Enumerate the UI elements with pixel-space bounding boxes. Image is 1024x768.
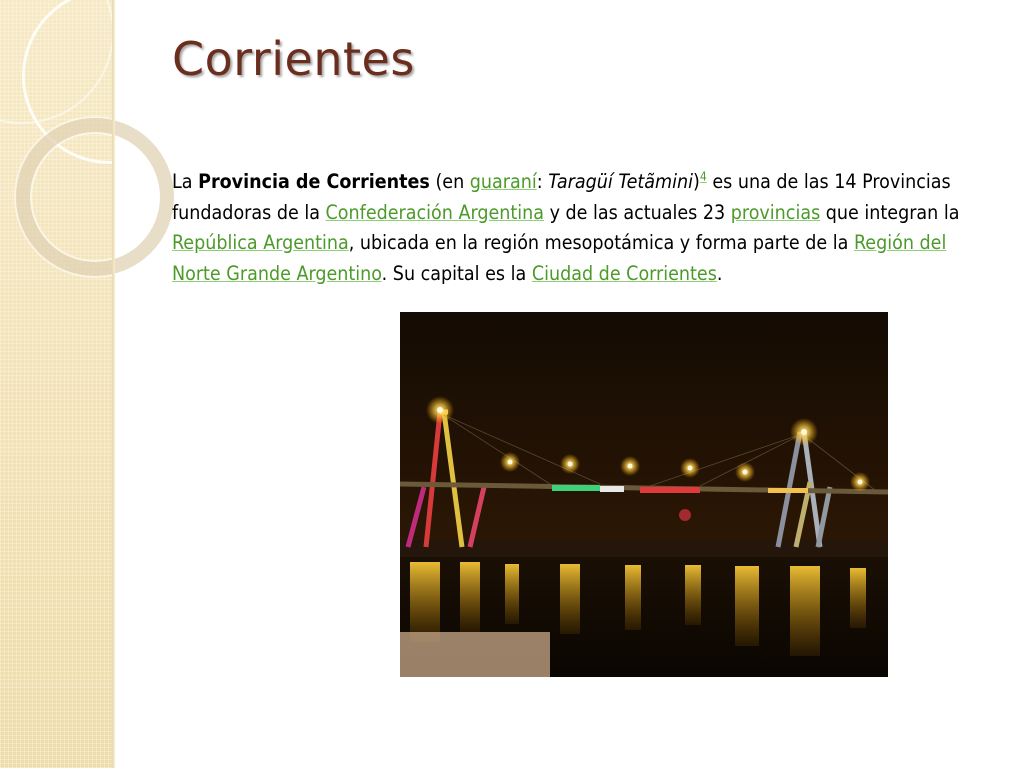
text-run: , ubicada en la región mesopotámica y forma parte de la bbox=[348, 231, 854, 254]
link-guarani[interactable]: guaraní bbox=[469, 170, 537, 193]
link-ciudad-de-corrientes[interactable]: Ciudad de Corrientes bbox=[531, 261, 717, 285]
decorative-sidebar bbox=[0, 0, 112, 768]
text-run: . Su capital es la bbox=[381, 261, 532, 285]
bridge-night-photo bbox=[400, 312, 888, 677]
decorative-ring bbox=[16, 118, 174, 276]
bold-province-name: Provincia de Corrientes bbox=[198, 170, 430, 193]
sidebar-edge bbox=[112, 0, 115, 768]
text-run: ) bbox=[693, 170, 700, 193]
text-run: . bbox=[716, 261, 723, 285]
link-republica-argentina[interactable]: República Argentina bbox=[172, 231, 349, 254]
text-run: es una de las 14 Provincias fundadoras de la bbox=[172, 170, 951, 224]
text-run: (en bbox=[429, 170, 470, 193]
link-region-norte-grande[interactable]: Región del Norte Grande Argentino bbox=[172, 231, 947, 285]
text-run: que integran la bbox=[820, 200, 960, 224]
italic-native-name: Taragüí Tetãmini bbox=[548, 170, 694, 193]
link-confederacion-argentina[interactable]: Confederación Argentina bbox=[325, 200, 544, 224]
body-paragraph bbox=[172, 167, 972, 289]
text-run: : bbox=[536, 170, 549, 193]
slide-title: Corrientes bbox=[172, 32, 415, 86]
footnote-ref-link[interactable]: 4 bbox=[699, 169, 707, 184]
text-run: y de las actuales 23 bbox=[544, 200, 731, 224]
link-provincias[interactable]: provincias bbox=[730, 200, 821, 224]
text-run: La bbox=[172, 170, 199, 193]
